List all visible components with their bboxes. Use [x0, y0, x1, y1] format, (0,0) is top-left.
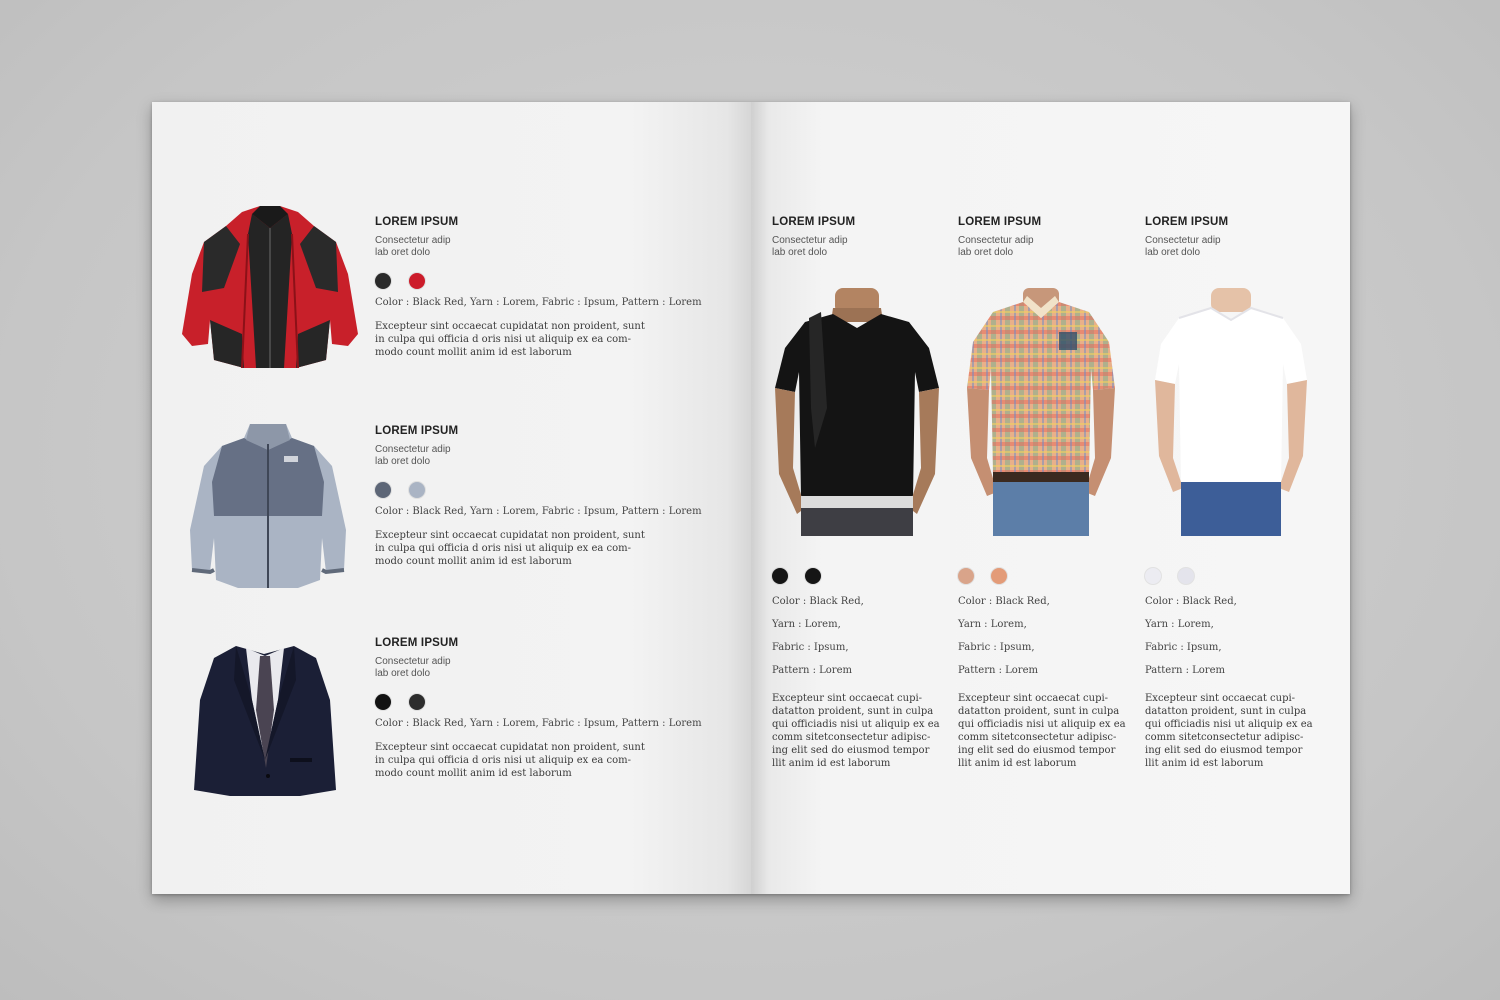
color-swatch[interactable] — [375, 694, 391, 710]
color-swatch[interactable] — [772, 568, 788, 584]
product-heading: LOREM IPSUM — [375, 637, 459, 649]
product-subtitle-line: Consectetur adip — [375, 444, 451, 455]
product-spec-line: Yarn : Lorem, — [958, 619, 1027, 630]
left-page — [152, 102, 751, 894]
black-tshirt-model-image — [769, 288, 945, 536]
product-description: Excepteur sint occaecat cupi- datatton proident, sunt in culpa qui officiadis nisi ut aliquip ex ea comm sitetconsectetur adipisc- ing elit sed do eiusmod tempor llit anim id est laborum — [1145, 693, 1313, 769]
color-swatch[interactable] — [375, 482, 391, 498]
product-specs: Color : Black Red, Yarn : Lorem, Fabric : Ipsum, Pattern : Lorem — [375, 297, 702, 308]
product-heading: LOREM IPSUM — [1145, 216, 1229, 228]
product-spec-line: Pattern : Lorem — [958, 665, 1038, 676]
color-swatch[interactable] — [409, 273, 425, 289]
product-description: Excepteur sint occaecat cupi- datatton proident, sunt in culpa qui officiadis nisi ut aliquip ex ea comm sitetconsectetur adipisc- ing elit sed do eiusmod tempor llit anim id est laborum — [772, 693, 940, 769]
product-heading: LOREM IPSUM — [958, 216, 1042, 228]
fleece-jacket-image — [184, 420, 352, 590]
plaid-shirt-model-image — [963, 288, 1119, 536]
color-swatch[interactable] — [409, 482, 425, 498]
product-specs: Color : Black Red, Yarn : Lorem, Fabric : Ipsum, Pattern : Lorem — [375, 506, 702, 517]
color-swatch[interactable] — [958, 568, 974, 584]
product-spec-line: Yarn : Lorem, — [1145, 619, 1214, 630]
product-spec-line: Color : Black Red, — [1145, 596, 1237, 607]
product-description: Excepteur sint occaecat cupidatat non proident, sunt in culpa qui officia d oris nisi ut aliquip ex ea com- modo count mollit anim id est laborum — [375, 530, 645, 567]
product-subtitle-line: lab oret dolo — [375, 668, 431, 679]
product-subtitle-line: Consectetur adip — [375, 235, 451, 246]
color-swatch[interactable] — [991, 568, 1007, 584]
product-spec-line: Fabric : Ipsum, — [772, 642, 849, 653]
product-spec-line: Color : Black Red, — [958, 596, 1050, 607]
product-subtitle-line: Consectetur adip — [375, 656, 451, 667]
product-heading: LOREM IPSUM — [375, 216, 459, 228]
product-subtitle-line: lab oret dolo — [772, 247, 828, 258]
product-description: Excepteur sint occaecat cupi- datatton proident, sunt in culpa qui officiadis nisi ut aliquip ex ea comm sitetconsectetur adipisc- ing elit sed do eiusmod tempor llit anim id est laborum — [958, 693, 1126, 769]
white-tshirt-model-image — [1151, 288, 1311, 536]
product-spec-line: Pattern : Lorem — [772, 665, 852, 676]
red-jacket-image — [180, 204, 360, 374]
color-swatch[interactable] — [409, 694, 425, 710]
product-subtitle-line: lab oret dolo — [375, 456, 431, 467]
product-specs: Color : Black Red, Yarn : Lorem, Fabric : Ipsum, Pattern : Lorem — [375, 718, 702, 729]
product-subtitle-line: Consectetur adip — [772, 235, 848, 246]
right-page — [751, 102, 1350, 894]
product-spec-line: Yarn : Lorem, — [772, 619, 841, 630]
suit-jacket-image — [190, 640, 340, 798]
product-spec-line: Color : Black Red, — [772, 596, 864, 607]
product-heading: LOREM IPSUM — [772, 216, 856, 228]
product-subtitle-line: lab oret dolo — [958, 247, 1014, 258]
product-subtitle-line: lab oret dolo — [375, 247, 431, 258]
color-swatch[interactable] — [1178, 568, 1194, 584]
product-spec-line: Fabric : Ipsum, — [958, 642, 1035, 653]
product-description: Excepteur sint occaecat cupidatat non proident, sunt in culpa qui officia d oris nisi ut aliquip ex ea com- modo count mollit anim id est laborum — [375, 742, 645, 779]
color-swatch[interactable] — [1145, 568, 1161, 584]
product-spec-line: Fabric : Ipsum, — [1145, 642, 1222, 653]
color-swatch[interactable] — [805, 568, 821, 584]
product-subtitle-line: lab oret dolo — [1145, 247, 1201, 258]
color-swatch[interactable] — [375, 273, 391, 289]
product-subtitle-line: Consectetur adip — [1145, 235, 1221, 246]
product-description: Excepteur sint occaecat cupidatat non proident, sunt in culpa qui officia d oris nisi ut aliquip ex ea com- modo count mollit anim id est laborum — [375, 321, 645, 358]
magazine-spread — [152, 102, 1350, 894]
product-heading: LOREM IPSUM — [375, 425, 459, 437]
product-subtitle-line: Consectetur adip — [958, 235, 1034, 246]
product-spec-line: Pattern : Lorem — [1145, 665, 1225, 676]
